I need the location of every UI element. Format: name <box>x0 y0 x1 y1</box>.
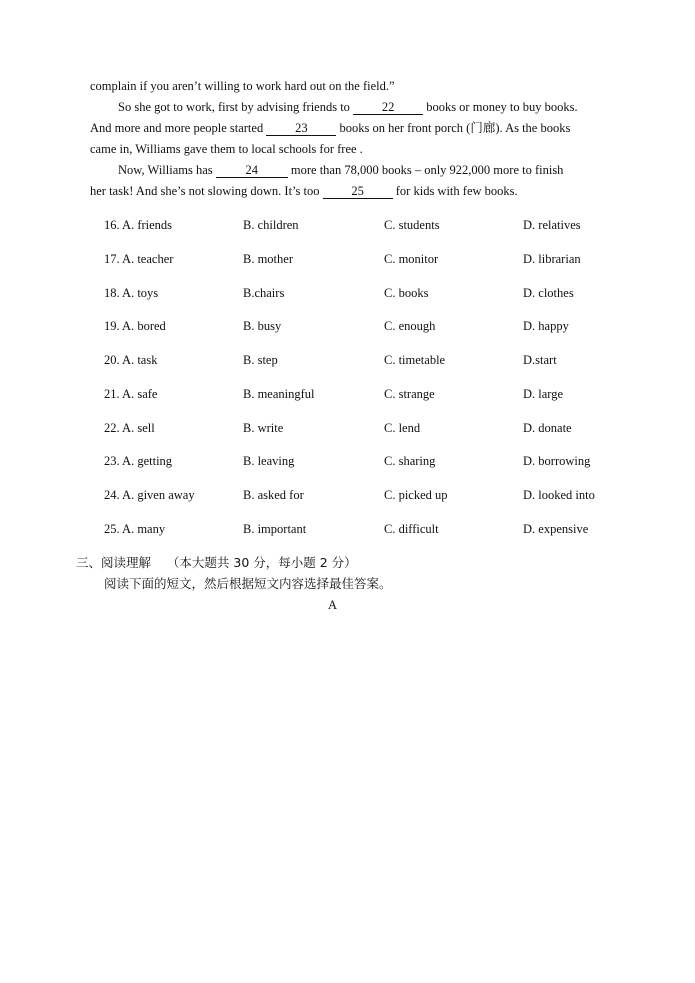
passage-line-5 <box>118 162 563 178</box>
passage-line-3b: books on her front porch (门廊). As the books <box>336 121 571 135</box>
option-19d: D. happy <box>523 319 569 333</box>
option-20c: C. timetable <box>384 353 446 367</box>
blank-22: 22 <box>353 100 423 115</box>
passage-line-2 <box>118 99 578 115</box>
passage-label-a: A <box>328 598 338 612</box>
option-24c: C. picked up <box>384 488 448 502</box>
option-22c: C. lend <box>384 421 421 435</box>
passage-line-6a: her task! And she’s not slowing down. It’s too <box>90 184 323 198</box>
passage-line-5b: more than 78,000 books – only 922,000 more to finish <box>287 163 564 177</box>
question-23: 23. A. getting <box>104 454 173 468</box>
option-21b: B. meaningful <box>243 387 315 401</box>
option-25c: C. difficult <box>384 522 439 536</box>
option-16d: D. relatives <box>523 218 581 232</box>
question-24: 24. A. given away <box>104 488 195 502</box>
passage-line-6b: for kids with few books. <box>392 184 518 198</box>
option-21d: D. large <box>523 387 564 401</box>
option-20d: D.start <box>523 353 557 367</box>
option-25d: D. expensive <box>523 522 589 536</box>
option-24b: B. asked for <box>243 488 304 502</box>
option-20b: B. step <box>243 353 278 367</box>
passage-line-1: complain if you aren’t willing to work hard out on the field.” <box>90 79 395 93</box>
question-18: 18. A. toys <box>104 286 159 300</box>
option-16c: C. students <box>384 218 440 232</box>
question-17: 17. A. teacher <box>104 252 174 266</box>
question-22: 22. A. sell <box>104 421 155 435</box>
option-18c: C. books <box>384 286 429 300</box>
option-19c: C. enough <box>384 319 436 333</box>
passage-line-3 <box>90 120 570 136</box>
blank-25: 25 <box>323 184 393 199</box>
question-19: 19. A. bored <box>104 319 166 333</box>
option-23b: B. leaving <box>243 454 295 468</box>
question-20: 20. A. task <box>104 353 158 367</box>
passage-line-3a: And more and more people started <box>90 121 267 135</box>
blank-24: 24 <box>216 163 288 178</box>
question-25: 25. A. many <box>104 522 166 536</box>
option-22b: B. write <box>243 421 284 435</box>
option-23c: C. sharing <box>384 454 436 468</box>
option-16b: B. children <box>243 218 299 232</box>
option-22d: D. donate <box>523 421 572 435</box>
option-17d: D. librarian <box>523 252 581 266</box>
passage-line-2a: So she got to work, first by advising friends to <box>118 100 354 114</box>
section-3-heading: 三、阅读理解 （本大题共 30 分，每小题 2 分） <box>76 555 357 570</box>
option-24d: D. looked into <box>523 488 595 502</box>
passage-line-5a: Now, Williams has <box>118 163 216 177</box>
option-17c: C. monitor <box>384 252 439 266</box>
option-25b: B. important <box>243 522 307 536</box>
blank-23: 23 <box>266 121 336 136</box>
option-18b: B.chairs <box>243 286 285 300</box>
question-16: 16. A. friends <box>104 218 173 232</box>
option-18d: D. clothes <box>523 286 574 300</box>
question-21: 21. A. safe <box>104 387 158 401</box>
passage-line-2b: books or money to buy books. <box>423 100 578 114</box>
option-19b: B. busy <box>243 319 282 333</box>
passage-line-6 <box>90 183 518 199</box>
option-23d: D. borrowing <box>523 454 591 468</box>
option-21c: C. strange <box>384 387 435 401</box>
section-3-instruction: 阅读下面的短文，然后根据短文内容选择最佳答案。 <box>104 576 392 591</box>
passage-line-4: came in, Williams gave them to local schools for free . <box>90 142 363 156</box>
option-17b: B. mother <box>243 252 293 266</box>
